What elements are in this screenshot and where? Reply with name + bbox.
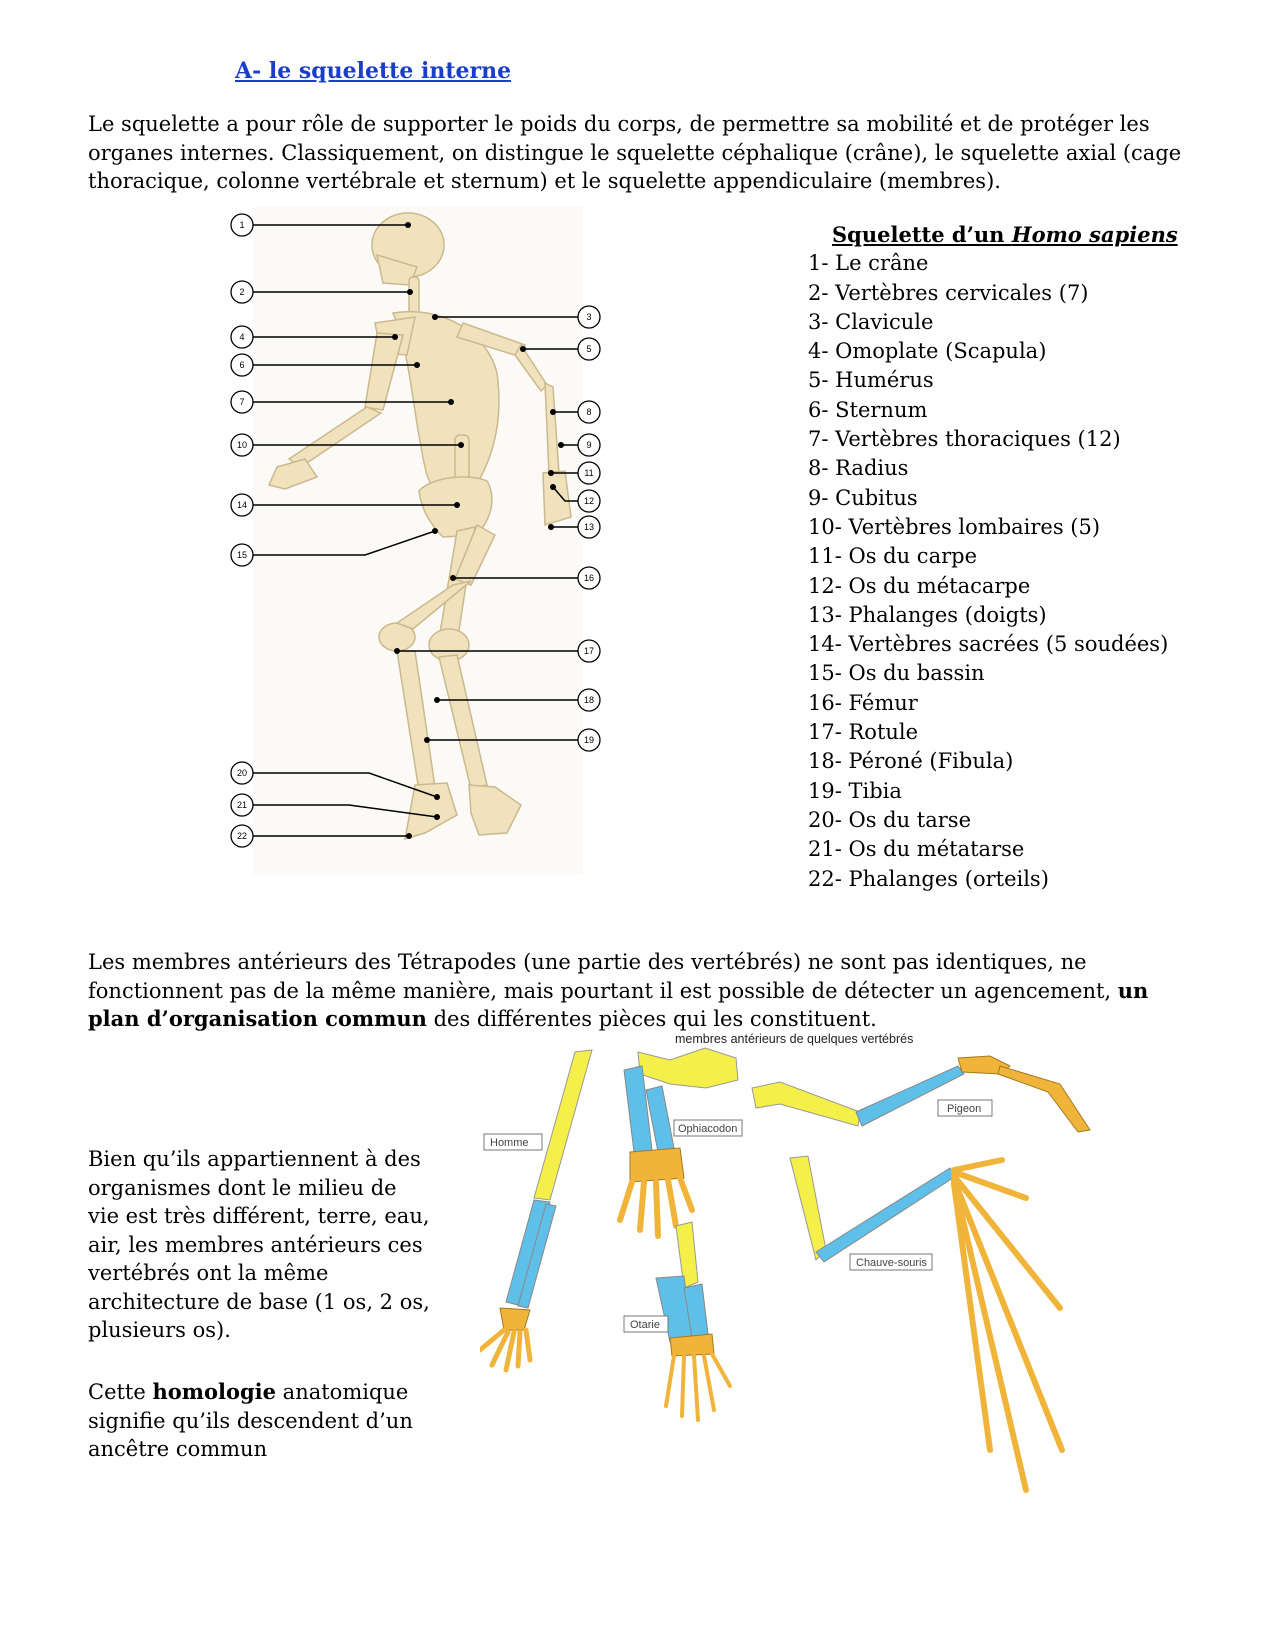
callout-number: 5 — [586, 344, 592, 354]
callout-number: 17 — [583, 646, 595, 656]
legend-item: 18- Péroné (Fibula) — [808, 749, 1014, 774]
legend-item: 8- Radius — [808, 456, 909, 481]
callout-number: 2 — [239, 287, 245, 297]
legend-item: 10- Vertèbres lombaires (5) — [808, 514, 1101, 539]
bat-humerus — [790, 1156, 826, 1260]
legend-title-prefix: Squelette d’un — [832, 222, 1012, 247]
callout-number: 9 — [586, 440, 592, 450]
section-title[interactable]: A- le squelette interne — [235, 58, 512, 84]
skeleton-legend — [808, 220, 1178, 894]
intro-paragraph: Le squelette a pour rôle de supporter le poids du corps, de permettre sa mobilité et de protéger les organes internes. Classiquement, on distingue le squelette céphalique (crâne), le squelette axial (cage thoracique, colonne vertébrale et sternum) et le squelette appendiculaire (membres). — [88, 112, 1182, 193]
callout-number: 15 — [236, 550, 248, 560]
legend-item: 20- Os du tarse — [808, 807, 972, 832]
legend-item: 7- Vertèbres thoraciques (12) — [808, 427, 1121, 452]
homology-paragraph-2 — [88, 1378, 433, 1464]
homology-term: homologie — [152, 1379, 276, 1404]
homology-paragraph-1: Bien qu’ils appartiennent à des organismes dont le milieu de vie est très différent, terre, eau, air, les membres antérieurs ces vertébrés ont la même architecture de base (1 os, 2 os, plusieurs os). — [88, 1147, 430, 1342]
legend-item: 22- Phalanges (orteils) — [808, 866, 1049, 891]
legend-title-species: Homo sapiens — [1011, 222, 1178, 247]
legend-item: 9- Cubitus — [808, 485, 918, 510]
human-carpals — [500, 1308, 530, 1330]
pigeon-humerus — [752, 1082, 860, 1126]
legend-item: 3- Clavicule — [808, 309, 934, 334]
legend-item: 1- Le crâne — [808, 251, 929, 276]
pigeon-forelimb — [752, 1056, 1090, 1132]
callout-number: 18 — [583, 695, 595, 705]
legend-item: 5- Humérus — [808, 368, 934, 393]
bat-forelimb — [790, 1156, 1062, 1490]
legend-item: 11- Os du carpe — [808, 544, 977, 569]
callout-number: 21 — [236, 800, 248, 810]
legend-item: 6- Sternum — [808, 397, 928, 422]
tetrapod-paragraph — [88, 948, 1198, 1034]
legend-item: 21- Os du métatarse — [808, 837, 1025, 862]
figure-title: membres antérieurs de quelques vertébrés — [675, 1032, 914, 1046]
callout-number: 11 — [584, 468, 594, 478]
tetrapod-bold: un plan d’organisation commun — [88, 977, 1149, 1031]
label-chauve-souris: Chauve-souris — [856, 1257, 927, 1269]
callout-number: 13 — [583, 522, 595, 532]
tetrapod-text-1: Les membres antérieurs des Tétrapodes (une partie des vertébrés) ne sont pas identiques, ne fonctionnent pas de la même manière, mais pourtant il est possible de détecter un agencement, — [88, 950, 1118, 1003]
human-humerus — [534, 1050, 592, 1200]
callout-number: 22 — [236, 831, 248, 841]
pigeon-digits — [998, 1066, 1090, 1132]
otarie-forelimb — [624, 1222, 730, 1420]
otarie-carpals — [670, 1334, 714, 1356]
legend-item: 15- Os du bassin — [808, 661, 985, 686]
label-pigeon: Pigeon — [947, 1103, 982, 1115]
callout-number: 16 — [583, 573, 595, 583]
label-homme: Homme — [490, 1137, 529, 1149]
homology-suffix: anatomique signifie qu’ils descendent d’un ancêtre commun — [88, 1380, 413, 1461]
callout-number: 3 — [586, 312, 592, 322]
ophiacodon-radius — [624, 1066, 652, 1152]
label-otarie: Otarie — [630, 1319, 660, 1331]
human-forelimb — [480, 1050, 592, 1370]
label-ophiacodon: Ophiacodon — [678, 1123, 738, 1135]
callout-number: 12 — [583, 496, 595, 506]
callout-number: 6 — [239, 360, 245, 370]
callout-number: 7 — [239, 397, 245, 407]
forelimbs-figure — [480, 1030, 1260, 1640]
legend-item: 16- Fémur — [808, 690, 918, 715]
callout-number: 10 — [236, 440, 248, 450]
legend-item: 13- Phalanges (doigts) — [808, 602, 1047, 627]
legend-title — [832, 220, 1178, 249]
legend-item: 17- Rotule — [808, 720, 919, 745]
callout-number: 14 — [236, 500, 248, 510]
skeleton-figure — [225, 205, 625, 885]
otarie-digits — [666, 1354, 730, 1420]
callout-number: 19 — [583, 735, 595, 745]
bat-radius-ulna — [816, 1168, 956, 1262]
legend-item: 19- Tibia — [808, 778, 902, 803]
callout-number: 4 — [239, 332, 245, 342]
callout-number: 20 — [236, 768, 248, 778]
tetrapod-text-2: des différentes pièces qui les constituent. — [426, 1007, 877, 1031]
ophiacodon-humerus — [638, 1048, 738, 1088]
homology-prefix: Cette — [88, 1380, 153, 1404]
ophiacodon-carpals — [630, 1148, 684, 1182]
legend-item: 12- Os du métacarpe — [808, 573, 1031, 598]
legend-item: 4- Omoplate (Scapula) — [808, 339, 1047, 364]
legend-item: 2- Vertèbres cervicales (7) — [808, 280, 1089, 305]
human-fingers — [480, 1330, 530, 1370]
legend-item: 14- Vertèbres sacrées (5 soudées) — [808, 632, 1169, 657]
bat-digits — [954, 1160, 1062, 1490]
ophiacodon-forelimb — [620, 1048, 742, 1236]
callout-number: 8 — [586, 407, 592, 417]
pigeon-radius-ulna — [856, 1066, 964, 1126]
callout-number: 1 — [239, 220, 245, 230]
legend-list — [808, 249, 1178, 894]
